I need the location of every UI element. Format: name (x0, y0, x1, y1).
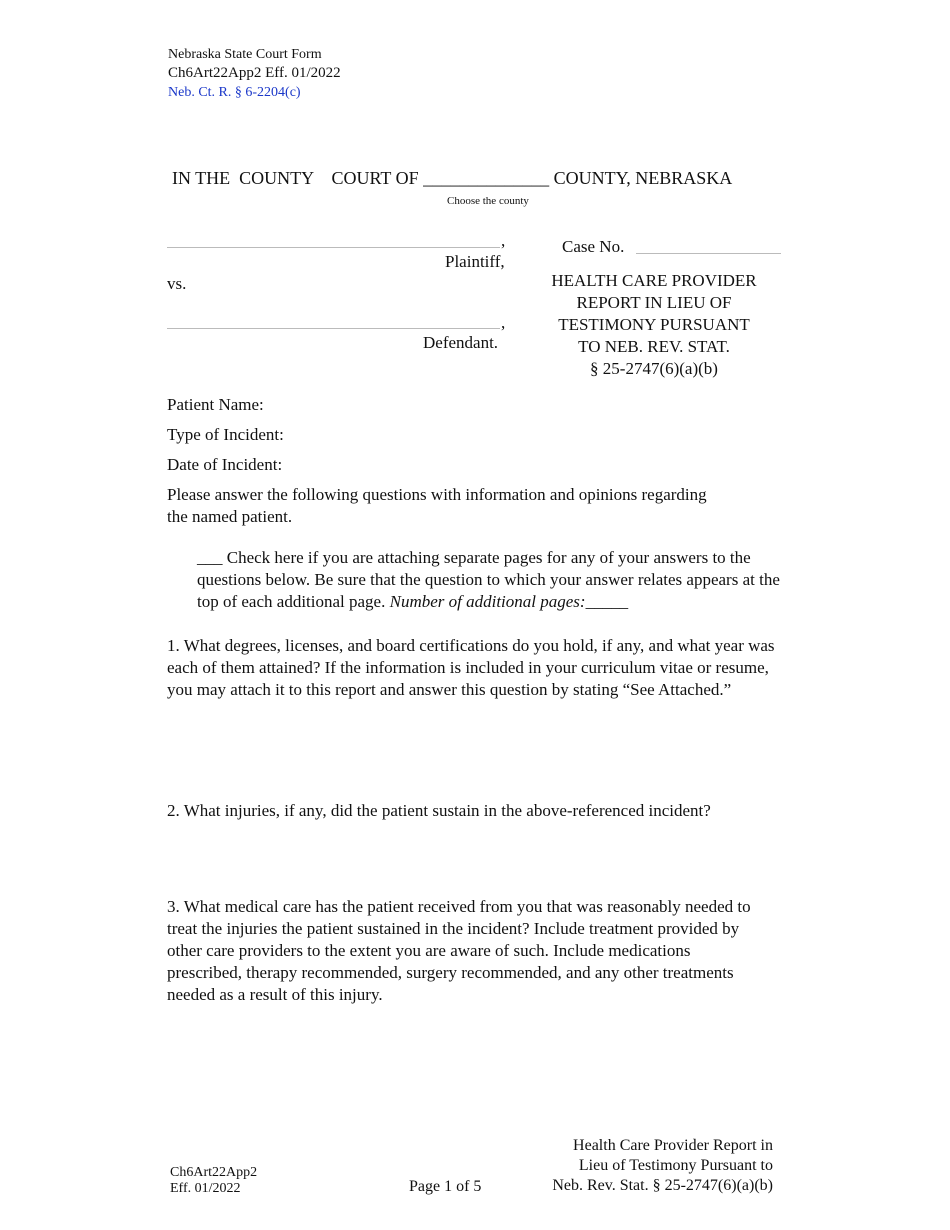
court-heading-start: IN THE COUNTY COURT OF (172, 168, 419, 188)
document-title (520, 270, 788, 380)
rule-reference-link[interactable]: Neb. Ct. R. § 6-2204(c) (168, 85, 301, 100)
form-code: Ch6Art22App2 Eff. 01/2022 (168, 65, 341, 81)
county-caption: Choose the county (447, 195, 529, 207)
court-heading (172, 168, 732, 189)
case-number-label: Case No. (562, 237, 625, 256)
case-number-field[interactable] (636, 253, 781, 254)
incident-date-label: Date of Incident: (167, 455, 283, 474)
incident-type-label: Type of Incident: (167, 425, 284, 444)
document-title-line: TO NEB. REV. STAT. (578, 337, 730, 356)
plaintiff-name-field[interactable] (167, 247, 500, 248)
footer-title-line: Neb. Rev. Stat. § 25-2747(6)(a)(b) (552, 1177, 773, 1194)
court-heading-end: COUNTY, NEBRASKA (553, 168, 733, 188)
document-title-line: HEALTH CARE PROVIDER (551, 271, 757, 290)
document-title-line: TESTIMONY PURSUANT (558, 315, 750, 334)
attachment-check-paragraph (197, 547, 787, 613)
defendant-comma: , (501, 313, 506, 332)
county-select-field[interactable]: ______________ (423, 168, 550, 188)
patient-name-label: Patient Name: (167, 395, 264, 414)
additional-pages-label: Number of additional pages: (389, 592, 586, 611)
footer-title (520, 1136, 773, 1196)
footer-effective-date: Eff. 01/2022 (170, 1181, 241, 1196)
attachment-check-text: Check here if you are attaching separate pages for any of your answers to the questions below. Be sure that the question to which your answer relates appears at the top of each additional page. (197, 548, 780, 611)
additional-pages-field[interactable]: _____ (585, 592, 629, 611)
document-title-line: REPORT IN LIEU OF (576, 293, 732, 312)
page-number: Page 1 of 5 (409, 1178, 482, 1195)
question-2: 2. What injuries, if any, did the patient sustain in the above-referenced incident? (167, 801, 711, 820)
defendant-label: Defendant. (423, 333, 499, 352)
footer-form-code: Ch6Art22App2 (170, 1165, 258, 1180)
footer-title-line: Lieu of Testimony Pursuant to (578, 1157, 773, 1174)
plaintiff-comma: , (501, 231, 506, 250)
instructions-intro: Please answer the following questions with information and opinions regarding the named patient. (167, 485, 707, 526)
question-3: 3. What medical care has the patient received from you that was reasonably needed to treat the injuries the patient sustained in the incident? Include treatment provided by other care providers to the extent you are aware of such. Include medications prescribed, therapy recommended, surgery recommended, and any other treatments needed as a result of this injury. (167, 897, 751, 1004)
footer-title-line: Health Care Provider Report in (573, 1137, 773, 1154)
question-1: 1. What degrees, licenses, and board certifications do you hold, if any, and what year was each of them attained? If the information is included in your curriculum vitae or resume, you may attach it to this report and answer this question by stating “See Attached.” (167, 636, 775, 699)
document-title-line: § 25-2747(6)(a)(b) (590, 359, 718, 378)
plaintiff-label: Plaintiff, (445, 252, 505, 271)
attachment-checkbox[interactable]: ___ (197, 548, 223, 567)
defendant-name-field[interactable] (167, 328, 500, 329)
form-name: Nebraska State Court Form (168, 47, 322, 62)
versus-label: vs. (167, 274, 187, 293)
